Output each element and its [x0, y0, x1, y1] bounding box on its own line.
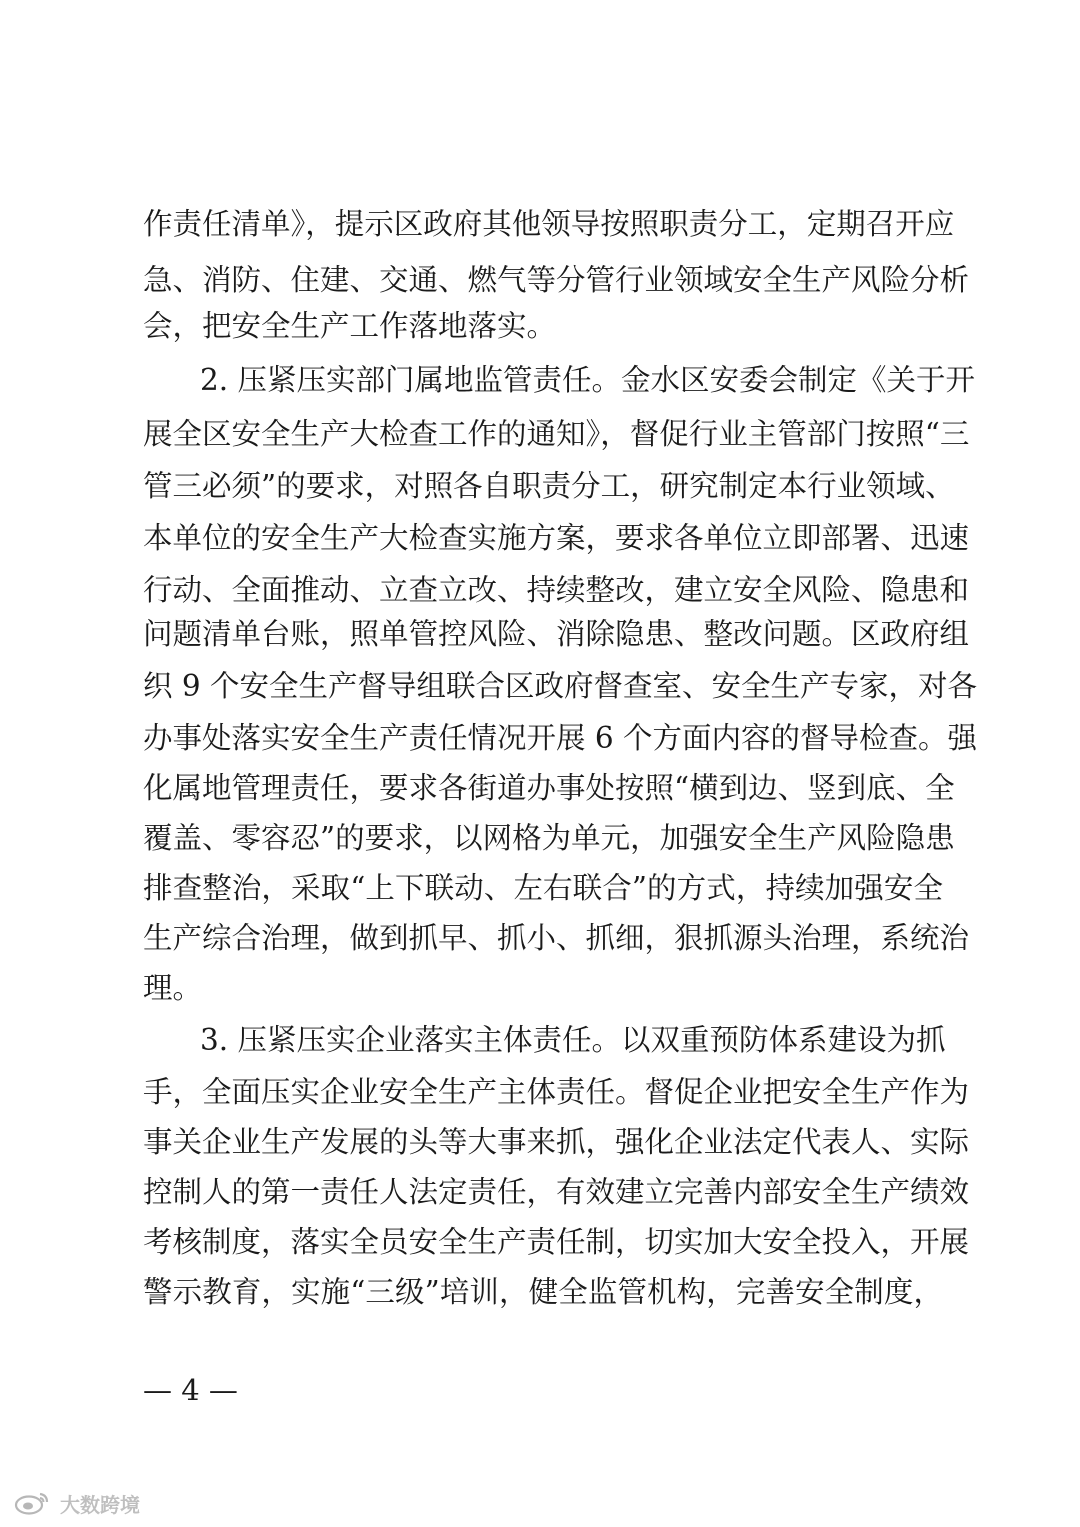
text-line: 警示教育，实施“三级”培训，健全监管机构，完善安全制度， [143, 1275, 943, 1309]
text-line: 化属地管理责任，要求各街道办事处按照“横到边、竖到底、全 [143, 771, 955, 805]
text-line: 3. 压紧压实企业落实主体责任。以双重预防体系建设为抓 [200, 1023, 946, 1057]
text-line: 会，把安全生产工作落地落实。 [143, 309, 557, 343]
watermark [14, 1488, 140, 1518]
text-line: 控制人的第一责任人法定责任，有效建立完善内部安全生产绩效 [143, 1175, 970, 1209]
watermark-text: 大数跨境 [60, 1492, 140, 1517]
weibo-icon [14, 1491, 52, 1515]
text-line: 作责任清单》，提示区政府其他领导按照职责分工，定期召开应 [143, 207, 955, 241]
text-line: 排查整治，采取“上下联动、左右联合”的方式，持续加强安全 [143, 871, 943, 905]
text-line: 手，全面压实企业安全生产主体责任。督促企业把安全生产作为 [143, 1075, 970, 1109]
text-line: 办事处落实安全生产责任情况开展 6 个方面内容的督导检查。强 [143, 721, 978, 755]
text-line: 行动、全面推动、立查立改、持续整改，建立安全风险、隐患和 [143, 573, 970, 607]
text-line: 管三必须”的要求，对照各自职责分工，研究制定本行业领域、 [143, 469, 955, 503]
text-line: 问题清单台账，照单管控风险、消除隐患、整改问题。区政府组 [143, 617, 970, 651]
text-line: 生产综合治理，做到抓早、抓小、抓细，狠抓源头治理，系统治 [143, 921, 970, 955]
text-line: 理。 [143, 971, 203, 1005]
text-line: 考核制度，落实全员安全生产责任制，切实加大安全投入，开展 [143, 1225, 970, 1259]
text-line: 急、消防、住建、交通、燃气等分管行业领域安全生产风险分析 [143, 263, 970, 297]
text-line: 覆盖、零容忍”的要求，以网格为单元，加强安全生产风险隐患 [143, 821, 955, 855]
text-line: 本单位的安全生产大检查实施方案，要求各单位立即部署、迅速 [143, 521, 970, 555]
page-number: — 4 — [143, 1373, 238, 1407]
text-line: 织 9 个安全生产督导组联合区政府督查室、安全生产专家，对各 [143, 669, 978, 703]
text-line: 事关企业生产发展的头等大事来抓，强化企业法定代表人、实际 [143, 1125, 970, 1159]
text-line: 展全区安全生产大检查工作的通知》，督促行业主管部门按照“三 [143, 417, 970, 451]
text-line: 2. 压紧压实部门属地监管责任。金水区安委会制定《关于开 [200, 363, 976, 397]
